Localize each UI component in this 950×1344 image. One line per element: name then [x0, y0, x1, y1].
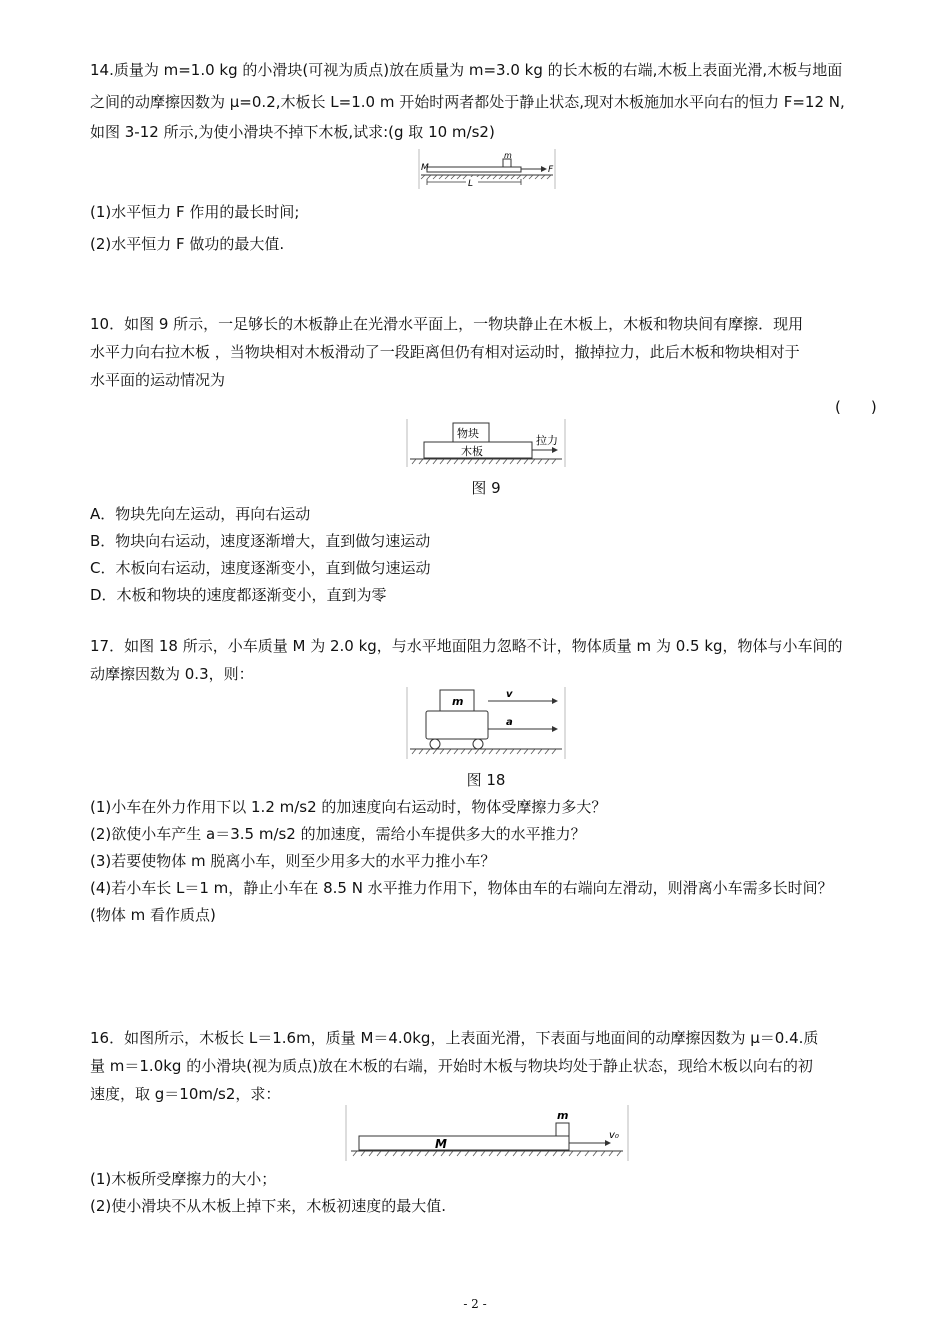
q10-line-1: 10．如图 9 所示，一足够长的木板静止在光滑水平面上，一物块静止在木板上，木板和物块间有摩擦．现用	[90, 315, 804, 333]
q10-figure	[406, 418, 566, 468]
q10-figure-caption: 图 9	[471, 479, 501, 497]
q17-figure	[406, 686, 566, 760]
q14-line-2: 之间的动摩擦因数为 μ=0.2,木板长 L=1.0 m 开始时两者都处于静止状态,现对木板施加水平向右的恒力 F=12 N,	[90, 93, 845, 111]
q10-block-label: 物块	[457, 427, 479, 440]
q16-velocity-label: v₀	[609, 1130, 619, 1141]
q14-line-3: 如图 3-12 所示,为使小滑块不掉下木板,试求:(g 取 10 m/s2)	[90, 123, 495, 141]
q16-question-1: (1)木板所受摩擦力的大小；	[90, 1170, 277, 1188]
q16-line-1: 16．如图所示，木板长 L＝1.6m，质量 M＝4.0kg，上表面光滑，下表面与地面间的动摩擦因数为 μ＝0.4.质	[90, 1029, 819, 1047]
q16-question-2: (2)使小滑块不从木板上掉下来，木板初速度的最大值.	[90, 1197, 447, 1215]
q17-question-2: (2)欲使小车产生 a＝3.5 m/s2 的加速度，需给小车提供多大的水平推力？	[90, 825, 586, 843]
q14-length-label: L	[468, 179, 474, 189]
q17-line-2: 动摩擦因数为 0.3，则：	[90, 665, 254, 683]
q14-board-label: M	[421, 163, 429, 173]
q16-figure	[345, 1104, 629, 1162]
page-number: - 2 -	[463, 1297, 487, 1311]
q17-accel-label: a	[506, 717, 513, 728]
q10-option-c: C．木板向右运动，速度逐渐变小，直到做匀速运动	[90, 559, 431, 577]
q17-figure-caption: 图 18	[466, 771, 506, 789]
q16-line-2: 量 m＝1.0kg 的小滑块(视为质点)放在木板的右端，开始时木板与物块均处于静止状态，现给木板以向右的初	[90, 1057, 813, 1075]
q14-figure	[417, 148, 557, 190]
q10-option-b: B．物块向右运动，速度逐渐增大，直到做匀速运动	[90, 532, 431, 550]
q14-force-label: F	[548, 165, 554, 175]
q17-question-1: (1)小车在外力作用下以 1.2 m/s2 的加速度向右运动时，物体受摩擦力多大？	[90, 798, 607, 816]
q14-question-1: (1)水平恒力 F 作用的最长时间;	[90, 203, 300, 221]
q10-line-3: 水平面的运动情况为	[90, 371, 226, 389]
q16-block-label: m	[557, 1109, 569, 1122]
q17-question-4-note: (物体 m 看作质点)	[90, 906, 216, 924]
q17-question-3: (3)若要使物体 m 脱离小车，则至少用多大的水平力推小车？	[90, 852, 496, 870]
q14-block-label: m	[504, 151, 512, 160]
q14-line-1: 14.质量为 m=1.0 kg 的小滑块(可视为质点)放在质量为 m=3.0 kg 的长木板的右端,木板上表面光滑,木板与地面	[90, 61, 843, 79]
q17-line-1: 17．如图 18 所示，小车质量 M 为 2.0 kg，与水平地面阻力忽略不计，物体质量 m 为 0.5 kg，物体与小车间的	[90, 637, 843, 655]
q10-line-2: 水平力向右拉木板 ，当物块相对木板滑动了一段距离但仍有相对运动时，撤掉拉力，此后木板和物块相对于	[90, 343, 800, 361]
q10-option-d: D．木板和物块的速度都逐渐变小，直到为零	[90, 586, 387, 604]
q10-option-a: A．物块先向左运动，再向右运动	[90, 505, 311, 523]
q16-board-label: M	[435, 1137, 447, 1151]
q16-line-3: 速度，取 g＝10m/s2，求：	[90, 1085, 281, 1103]
q14-question-2: (2)水平恒力 F 做功的最大值.	[90, 235, 285, 253]
q10-pull-label: 拉力	[536, 434, 558, 447]
q17-question-4: (4)若小车长 L＝1 m，静止小车在 8.5 N 水平推力作用下，物体由车的右端向左滑动，则滑离小车需多长时间？	[90, 879, 833, 897]
q17-velocity-label: v	[506, 689, 513, 700]
q10-board-label: 木板	[461, 445, 483, 458]
q17-block-label: m	[452, 695, 464, 708]
q10-answer-bracket: ( )	[835, 398, 877, 416]
